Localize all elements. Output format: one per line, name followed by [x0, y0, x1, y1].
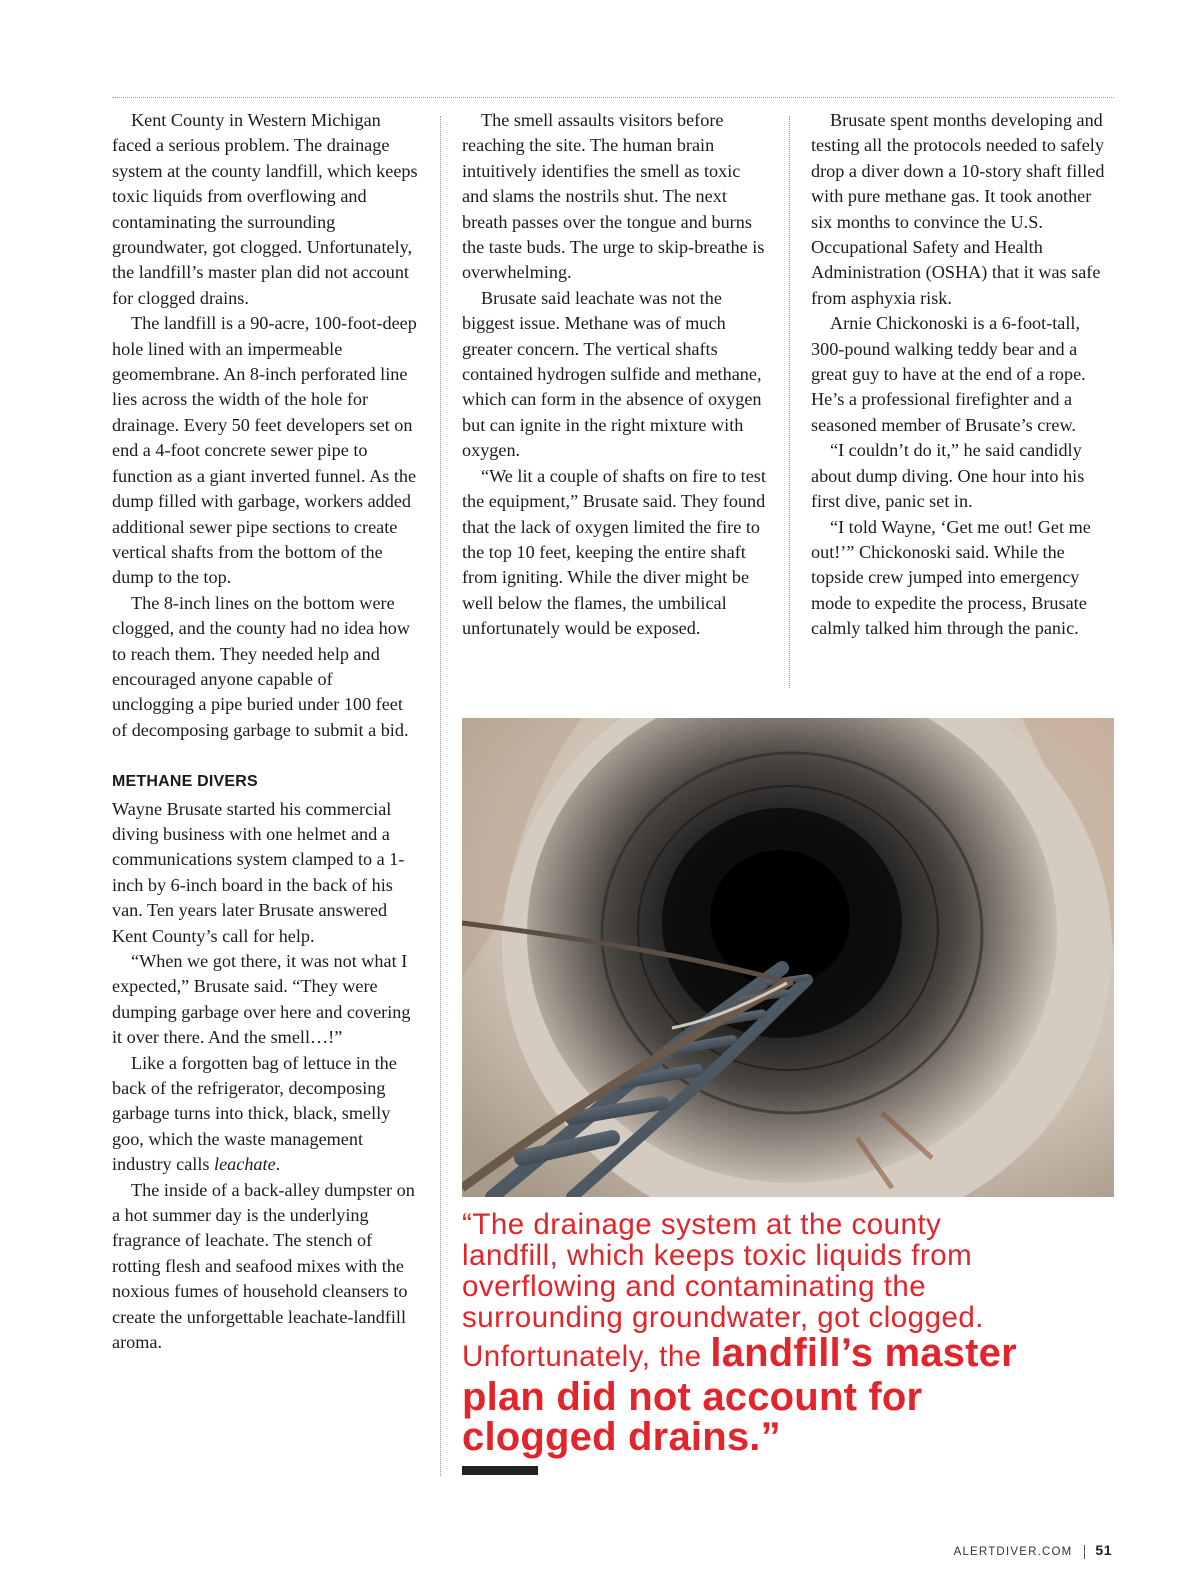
pull-quote-line: surrounding groundwater, got clogged.	[462, 1301, 984, 1334]
pull-quote-line: landfill, which keeps toxic liquids from	[462, 1239, 973, 1272]
paragraph: Arnie Chickonoski is a 6-foot-tall, 300-pound walking teddy bear and a great guy to have at the end of a rope. He’s a professional firefighter and a seasoned member of Brusate’s crew.	[811, 313, 1086, 435]
text-column-2	[462, 108, 768, 642]
column-divider	[789, 116, 790, 688]
paragraph: “When we got there, it was not what I expected,” Brusate said. “They were dumping garbage over here and covering it over there. And the smell…!”	[112, 951, 411, 1048]
emphasis-term: leachate	[214, 1154, 276, 1175]
paragraph: “I couldn’t do it,” he said candidly about dump diving. One hour into his first dive, panic set in.	[811, 440, 1085, 512]
pull-quote-line: “The drainage system at the county	[462, 1208, 942, 1241]
paragraph: Brusate spent months developing and testing all the protocols needed to safely drop a diver down a 10-story shaft filled with pure methane gas. It took another six months to convince the U.S. Occupational Safety and Health Administration (OSHA) that it was safe from asphyxia risk.	[811, 110, 1105, 308]
paragraph: Brusate said leachate was not the biggest issue. Methane was of much greater concern. The vertical shafts contained hydrogen sulfide and methane, which can form in the absence of oxygen but can ignite in the right mixture with oxygen.	[462, 287, 762, 461]
section-subhead: METHANE DIVERS	[112, 773, 258, 791]
footer-site: ALERTDIVER.COM	[953, 1546, 1073, 1558]
paragraph-text: .	[275, 1154, 281, 1175]
page-number: 51	[1095, 1542, 1112, 1558]
column-divider	[440, 116, 441, 1476]
paragraph: The smell assaults visitors before reaching the site. The human brain intuitively identifies the smell as toxic and slams the nostrils shut. The next breath passes over the tongue and burns the taste buds. The urge to skip-breathe is overwhelming.	[462, 110, 765, 283]
paragraph	[112, 1051, 418, 1178]
pull-quote	[462, 1209, 1122, 1457]
paragraph: The landfill is a 90-acre, 100-foot-deep hole lined with an impermeable geomembrane. An 8-inch perforated line lies across the width of the hole for drainage. Every 50 feet developers set on end a 4-foot concrete sewer pipe to function as a giant inverted funnel. As the dump filled with garbage, workers added additional sewer pipe sections to create vertical shafts from the bottom of the dump to the top.	[112, 313, 417, 588]
paragraph: The 8-inch lines on the bottom were clogged, and the county had no idea how to reach them. They needed help and encouraged anyone capable of unclogging a pipe buried under 100 feet of decomposing garbage to submit a bid.	[112, 592, 410, 740]
shaft-photo	[462, 718, 1114, 1197]
paragraph: The inside of a back-alley dumpster on a hot summer day is the underlying fragrance of leachate. The stench of rotting flesh and seafood mixes with the noxious fumes of household cleansers to create the unforgettable leachate-landfill aroma.	[112, 1179, 415, 1353]
pull-quote-bold-line: plan did not account for	[462, 1375, 923, 1419]
top-rule	[112, 97, 1114, 98]
pull-quote-bold: landfill’s master	[710, 1331, 1017, 1375]
page-footer	[954, 1542, 1112, 1559]
paragraph: Wayne Brusate started his commercial diving business with one helmet and a communications system clamped to a 1-inch by 6-inch board in the back of his van. Ten years later Brusate answered Kent County’s call for help.	[112, 798, 405, 946]
paragraph-text: Like a forgotten bag of lettuce in the back of the refrigerator, decomposing garbage turns into thick, black, smelly goo, which the waste management industry calls	[112, 1052, 397, 1175]
text-column-1	[112, 108, 418, 1356]
paragraph: Kent County in Western Michigan faced a serious problem. The drainage system at the county landfill, which keeps toxic liquids from overflowing and contaminating the surrounding groundwater, got clogged. Unfortunately, the landfill’s master plan did not account for clogged drains.	[112, 110, 418, 308]
pull-quote-regular: Unfortunately, the	[462, 1340, 711, 1373]
footer-divider	[1084, 1545, 1085, 1559]
text-column-3	[811, 108, 1117, 642]
pull-quote-bar	[462, 1466, 538, 1475]
pull-quote-bold-line: clogged drains.”	[462, 1415, 781, 1459]
pull-quote-line: overflowing and contaminating the	[462, 1270, 927, 1303]
paragraph: “I told Wayne, ‘Get me out! Get me out!’” Chickonoski said. While the topside crew jumped into emergency mode to expedite the process, Brusate calmly talked him through the panic.	[811, 516, 1091, 639]
paragraph: “We lit a couple of shafts on fire to test the equipment,” Brusate said. They found that the lack of oxygen limited the fire to the top 10 feet, keeping the entire shaft from igniting. While the diver might be well below the flames, the umbilical unfortunately would be exposed.	[462, 465, 766, 639]
pull-quote-line	[462, 1333, 1122, 1377]
